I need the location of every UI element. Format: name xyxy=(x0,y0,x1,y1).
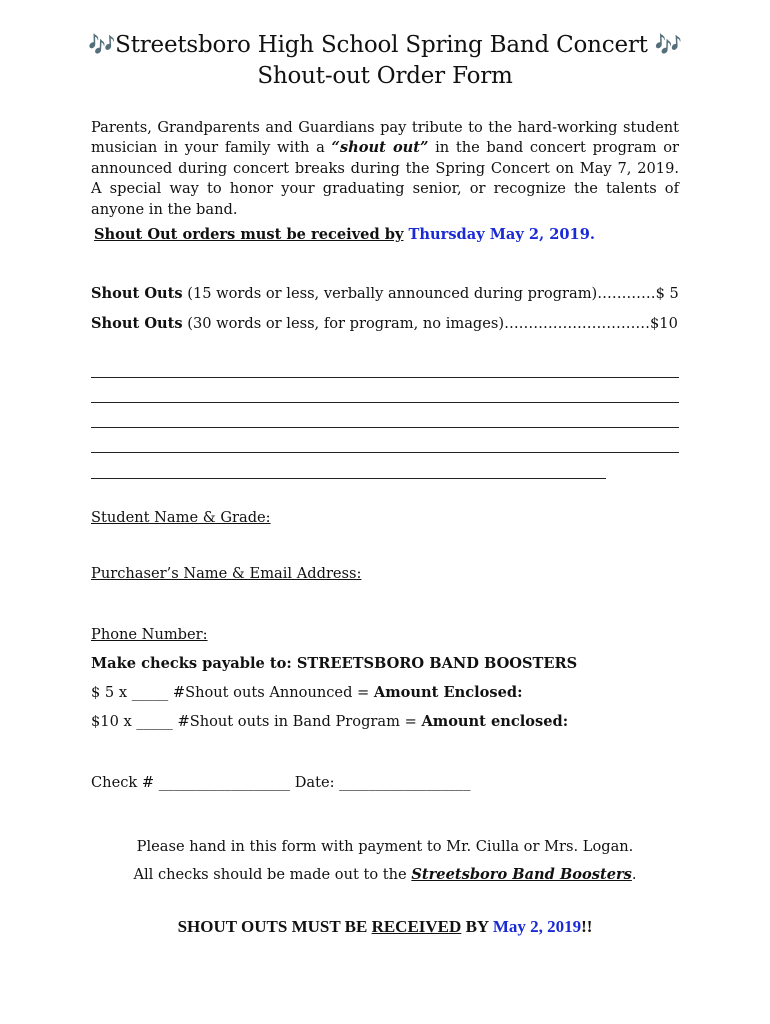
price-item-name: Shout Outs xyxy=(91,315,183,332)
message-line[interactable] xyxy=(91,377,679,378)
amount-enclosed-label: Amount enclosed: xyxy=(421,713,569,730)
title-text: Streetsboro High School Spring Band Concert xyxy=(115,32,648,58)
checks-payable-text: Make checks payable to: STREETSBORO BAND BOOSTERS xyxy=(91,655,578,672)
checks-instructions-end: . xyxy=(631,866,637,883)
final-text-a: SHOUT OUTS MUST BE xyxy=(177,917,372,936)
deadline-label: Shout Out orders must be received by xyxy=(94,226,404,243)
form-title xyxy=(0,32,770,58)
final-date: May 2, 2019 xyxy=(492,917,582,936)
message-line[interactable] xyxy=(91,427,679,428)
deadline-date: Thursday May 2, 2019. xyxy=(408,226,595,243)
program-calc-row[interactable] xyxy=(91,713,568,730)
message-line[interactable] xyxy=(91,452,679,453)
student-name-field[interactable]: Student Name & Grade: xyxy=(91,509,271,526)
intro-text-2: in the band concert program or announced during concert breaks during the Spring Concert on May 7, 2019. A special way to honor your graduating senior, or recognize the talents of anyone in the band. xyxy=(91,139,679,218)
purchaser-field[interactable]: Purchaser’s Name & Email Address: xyxy=(91,565,362,582)
intro-text-1: Parents, Grandparents and Guardians pay tribute to the hard-working student musician in your family with a xyxy=(91,119,679,157)
price-item-desc: (15 words or less, verbally announced during program)…………$ 5 xyxy=(182,285,679,302)
form-subtitle: Shout-out Order Form xyxy=(257,63,513,89)
final-received: RECEIVED xyxy=(371,917,462,936)
music-note-icon: 🎶 xyxy=(654,33,683,58)
price-item-name: Shout Outs xyxy=(91,285,183,302)
boosters-name: Streetsboro Band Boosters xyxy=(411,866,632,883)
intro-paragraph xyxy=(91,118,679,220)
message-line[interactable] xyxy=(91,402,679,403)
program-calc-text: $10 x _____ #Shout outs in Band Program = xyxy=(91,713,422,730)
price-item-program xyxy=(91,315,678,332)
price-item-announced xyxy=(91,285,679,302)
checks-instructions-text: All checks should be made out to the xyxy=(133,866,412,883)
message-line[interactable] xyxy=(91,478,606,479)
phone-field[interactable]: Phone Number: xyxy=(91,626,208,643)
checks-payable xyxy=(91,655,577,672)
price-item-desc: (30 words or less, for program, no images)…………………………$10 xyxy=(182,315,678,332)
intro-emphasis: “shout out” xyxy=(331,139,429,157)
check-date-row[interactable]: Check # __________________ Date: __________________ xyxy=(91,774,471,791)
final-text-b: BY xyxy=(461,917,493,936)
checks-instructions xyxy=(0,866,770,883)
hand-in-instructions: Please hand in this form with payment to Mr. Ciulla or Mrs. Logan. xyxy=(136,838,634,855)
announced-calc-row[interactable] xyxy=(91,684,522,701)
announced-calc-text: $ 5 x _____ #Shout outs Announced = xyxy=(91,684,374,701)
final-exclaim: !! xyxy=(581,917,593,936)
music-note-icon: 🎶 xyxy=(87,33,116,58)
deadline-notice xyxy=(94,226,595,243)
amount-enclosed-label: Amount Enclosed: xyxy=(373,684,523,701)
final-deadline-banner xyxy=(0,917,770,937)
